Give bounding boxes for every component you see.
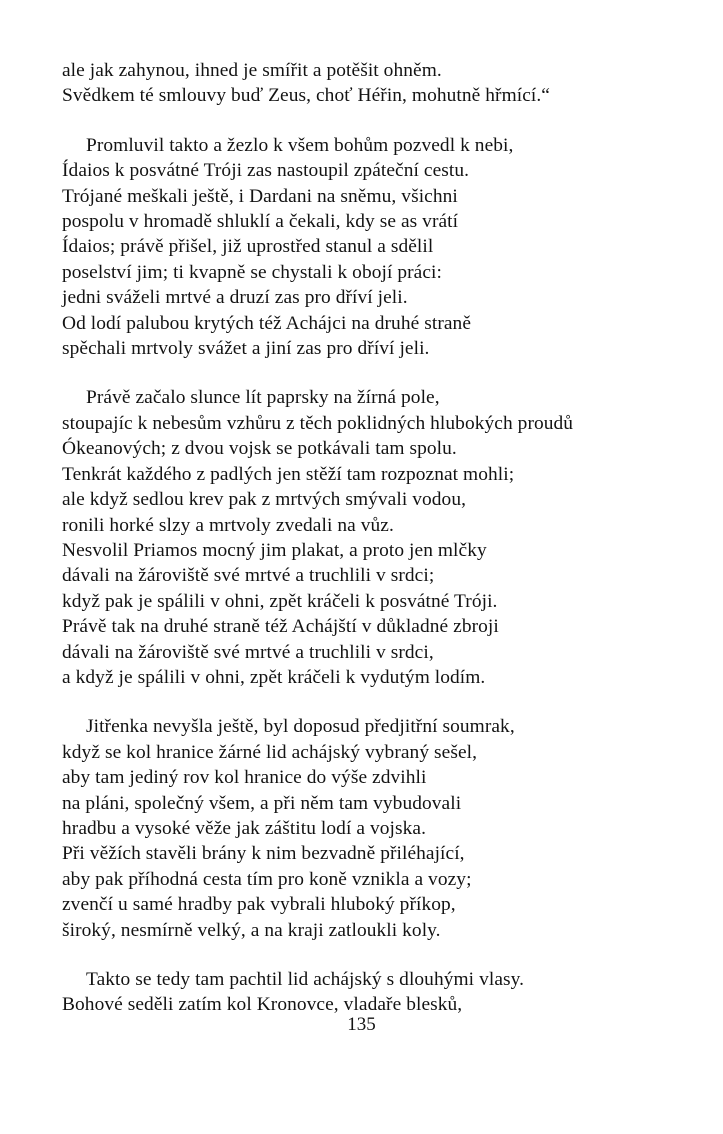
verse-line: Takto se tedy tam pachtil lid achájský s dlouhými vlasy. [86,969,525,990]
verse-line: Právě tak na druhé straně též Achájští v důkladné zbroji [62,616,499,638]
verse-line: dávali na žároviště své mrtvé a truchlili v srdci; [62,565,435,587]
verse-line: Svědkem té smlouvy buď Zeus, choť Héřin, mohutně hřmící.“ [62,85,550,107]
verse-line: Nesvolil Priamos mocný jim plakat, a proto jen mlčky [62,539,487,561]
verse-line: stoupajíc k nebesům vzhůru z těch poklidných hlubokých proudů [62,412,574,434]
verse-line: aby pak příhodná cesta tím pro koně vznikla a vozy; [62,868,472,890]
verse-line: když pak je spálili v ohni, zpět kráčeli k posvátné Tróji. [62,590,498,612]
verse-line: zvenčí u samé hradby pak vybrali hluboký příkop, [62,894,456,916]
verse-line: Ókeanových; z dvou vojsk se potkávali tam spolu. [62,438,457,460]
verse-line: když se kol hranice žárné lid achájský vybraný sešel, [62,741,478,763]
verse-line: na pláni, společný všem, a při něm tam vybudovali [62,792,462,814]
stanza [62,714,677,943]
verse-line: Promluvil takto a žezlo k všem bohům pozvedl k nebi, [86,134,514,156]
verse-line: Trójané meškali ještě, i Dardani na sněmu, všichni [62,185,458,207]
verse-line: a když je spálili v ohni, zpět kráčeli k vydutým lodím. [62,666,486,688]
verse-line: aby tam jediný rov kol hranice do výše zdvihli [62,767,427,789]
verse-line: Jitřenka nevyšla ještě, byl doposud předjitřní soumrak, [86,716,515,738]
verse-line: široký, nesmírně velký, a na kraji zatloukli koly. [62,919,441,941]
verse-line: Tenkrát každého z padlých jen stěží tam rozpoznat mohli; [62,463,515,485]
stanza [62,385,677,690]
verse-line: Právě začalo slunce lít paprsky na žírná pole, [86,387,440,409]
poem-body [62,58,677,1018]
verse-line: spěchali mrtvoly svážet a jiní zas pro dříví jeli. [62,338,430,360]
verse-line: Bohové seděli zatím kol Kronovce, vladaře blesků, [62,994,463,1016]
stanza [62,133,677,362]
verse-line: Od lodí palubou krytých též Achájci na druhé straně [62,312,472,334]
verse-line: ale když sedlou krev pak z mrtvých smývali vodou, [62,489,467,511]
verse-line: Při věžích stavěli brány k nim bezvadně přiléhající, [62,843,465,865]
verse-line: Ídaios; právě přišel, již uprostřed stanul a sdělil [62,236,434,258]
verse-line: pospolu v hromadě shluklí a čekali, kdy se as vrátí [62,211,459,233]
verse-line: ale jak zahynou, ihned je smířit a potěšit ohněm. [62,60,442,81]
stanza [62,967,677,1018]
verse-line: ronili horké slzy a mrtvoly zvedali na vůz. [62,514,394,536]
verse-line: dávali na žároviště své mrtvé a truchlili v srdci, [62,641,434,663]
verse-line: Ídaios k posvátné Tróji zas nastoupil zpáteční cestu. [62,160,470,182]
verse-line: jedni sváželi mrtvé a druzí zas pro dříví jeli. [62,287,408,309]
stanza [62,58,677,109]
verse-line: poselství jim; ti kvapně se chystali k obojí práci: [62,261,442,283]
verse-line: hradbu a vysoké věže jak záštitu lodí a vojska. [62,817,426,839]
page-number: 135 [347,1014,376,1035]
